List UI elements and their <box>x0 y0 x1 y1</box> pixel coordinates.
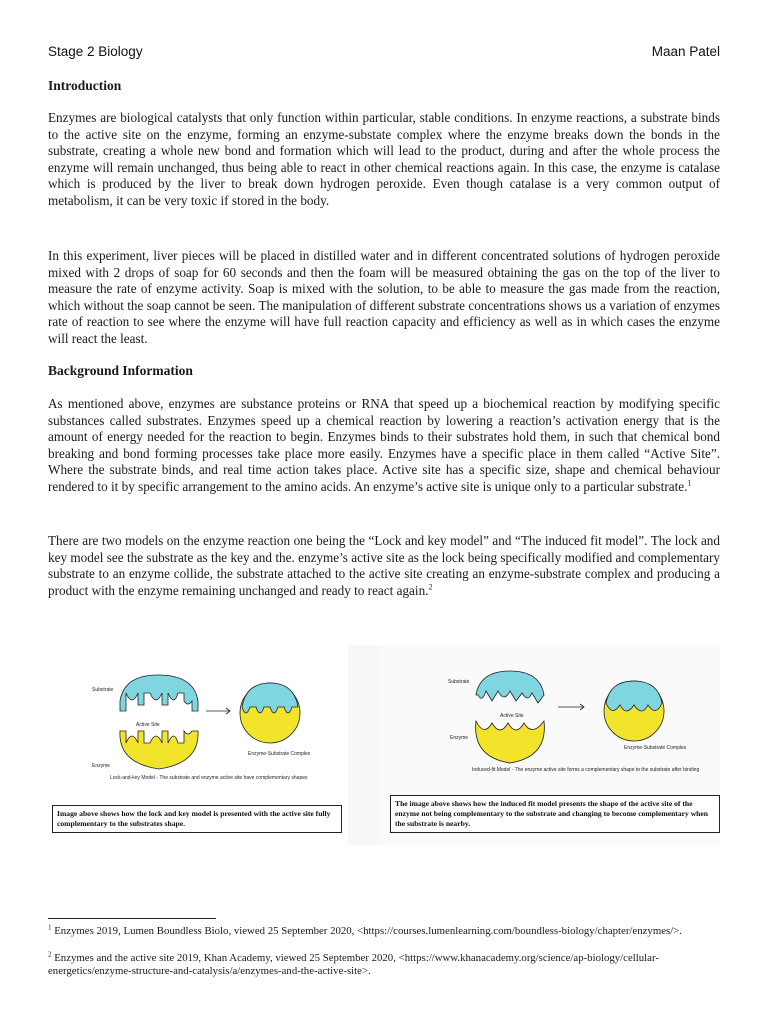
right-model-caption: Induced-fit Model - The enzyme active site forms a complementary shape to the substrate after binding <box>472 767 700 773</box>
footnote-2-number: 2 <box>48 950 52 959</box>
left-active-site-label: Active Site <box>136 722 160 728</box>
left-model-caption: Lock-and-key Model - The substrate and enzyme active site have complementary shapes <box>110 775 308 781</box>
background-paragraph-2-text: There are two models on the enzyme reaction one being the “Lock and key model” and “The induced fit model”. The lock and key model see the substrate as the key and the. enzyme’s active site as the lock being specifically modified and complementary substrate to an enzyme collide, the substrate attached to the active site creating an enzyme-substrate complex and producing a product with the enzyme remaining unchanged and ready to react again. <box>48 533 720 598</box>
background-paragraph-1 <box>48 396 720 496</box>
background-heading: Background Information <box>48 363 193 378</box>
footnote-divider <box>48 918 216 919</box>
footnote-1 <box>48 925 720 938</box>
left-enzyme-label: Enzyme <box>92 763 111 769</box>
background-paragraph-1-text: As mentioned above, enzymes are substance proteins or RNA that speed up a biochemical reaction by modifying specific substances called substrates. Enzymes speed up a chemical reaction by lowering a reaction’s activation energy that is the amount of energy needed for the reaction to begin. Enzymes binds to their substrates hold them, in such that chemical bond breaking and bond forming processes take place more easily. Enzymes have a specific place in them called “Active Site”. Where the substrate binds, and real time action takes place. Active site has a specific size, shape and chemical behaviour rendered to it by specific arrangement to the amino acids. An enzyme’s active site is unique only to a particular substrate. <box>48 396 720 494</box>
footnote-2-text: Enzymes and the active site 2019, Khan Academy, viewed 25 September 2020, <https://www.khanacademy.org/science/ap-biology/cellular-energetics/enzyme-structure-and-catalysis/a/enzymes-and-the-active-site>. <box>48 952 659 978</box>
footnote-1-text: Enzymes 2019, Lumen Boundless Biolo, viewed 25 September 2020, <https://courses.lumenlearning.com/boundless-biology/chapter/enzymes/>. <box>54 925 682 937</box>
right-enzyme-label: Enzyme <box>450 735 469 741</box>
right-active-site-label: Active Site <box>500 713 524 719</box>
right-substrate-label: Substrate <box>448 679 470 685</box>
footnote-2 <box>48 952 720 979</box>
footnote-1-number: 1 <box>48 923 52 932</box>
left-substrate-label: Substrate <box>92 687 114 693</box>
right-complex-label: Enzyme-Substrate Complex <box>624 745 687 751</box>
enzyme-models-figure <box>48 645 720 845</box>
intro-heading: Introduction <box>48 78 122 93</box>
header-author: Maan Patel <box>651 44 720 59</box>
left-caption-box: Image above shows how the lock and key model is presented with the active site fully complementary to the substrates shape. <box>52 805 342 833</box>
footnote-ref-2: 2 <box>428 582 433 592</box>
header-subject: Stage 2 Biology <box>48 44 143 59</box>
intro-paragraph-1: Enzymes are biological catalysts that only function within particular, stable conditions. In enzyme reactions, a substrate binds to the active site on the enzyme, forming an enzyme-substate complex where the enzyme breaks down the bonds in the substrate, creating a whole new bond and formation which will lead to the product, during and after the whole process the enzyme will remain unchanged, thus being able to react in other chemical reactions again. In this case, the enzyme is catalase which is produced by the liver to break down hydrogen peroxide. Even though catalase is a very common output of metabolism, it can be very toxic if stored in the body. <box>48 110 720 208</box>
footnote-ref-1: 1 <box>687 478 692 488</box>
right-caption-box: The image above shows how the induced fit model presents the shape of the active site of the enzyme not being complementary to the substrate and changing to become complementary when the substrate is nearby. <box>390 795 720 833</box>
left-complex-label: Enzyme-Substrate Complex <box>248 751 311 757</box>
background-paragraph-2 <box>48 533 720 599</box>
intro-paragraph-2: In this experiment, liver pieces will be placed in distilled water and in different concentrated solutions of hydrogen peroxide mixed with 2 drops of soap for 60 seconds and then the foam will be measured obtaining the gas on the top of the liver to measure the rate of enzyme activity. Soap is mixed with the solution, to be able to measure the gas made from the reaction, which without the soap cannot be seen. The manipulation of different substrate concentrations shows us a variation of enzymes rate of reaction to see where the enzyme will have full reaction capacity and efficiency as well as in which cases the enzyme will react the least. <box>48 248 720 346</box>
